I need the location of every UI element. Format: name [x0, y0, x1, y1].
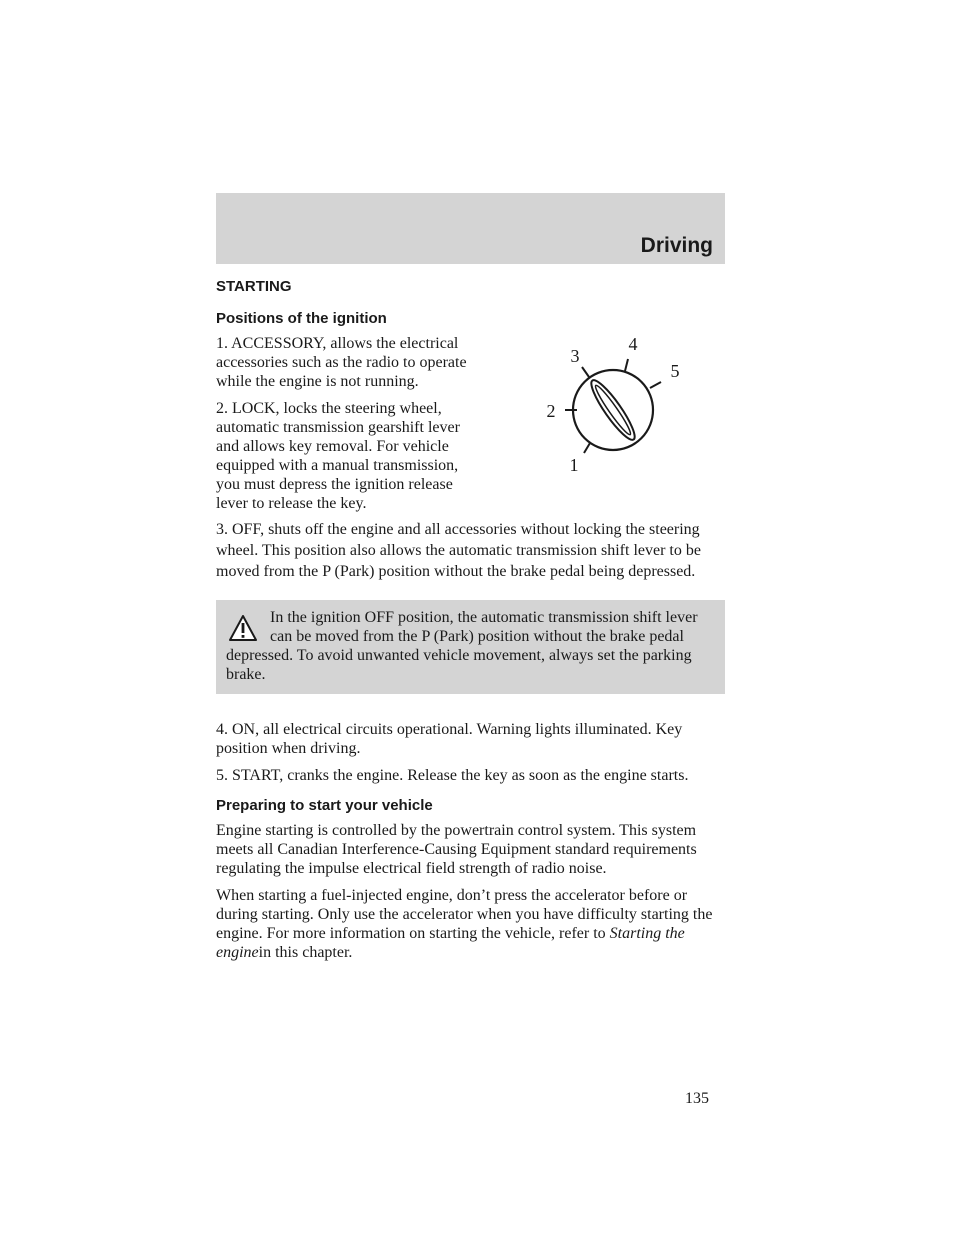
preparing-paragraph-1: Engine starting is controlled by the powertrain control system. This system meets all Canadian Interference-Causing Equipment standard requirements regulating the impulse electrical field strength of radio noise.: [216, 822, 697, 877]
label-position-1: 1: [569, 455, 579, 475]
label-position-3: 3: [570, 346, 580, 366]
tick-position-5: [650, 382, 661, 388]
header-band: [216, 193, 725, 264]
section-title: Driving: [640, 234, 713, 257]
preparing-heading: Preparing to start your vehicle: [216, 797, 433, 814]
preparing-paragraph-2: [216, 886, 725, 962]
label-position-2: 2: [546, 401, 556, 421]
tick-position-3: [582, 367, 589, 377]
preparing-paragraph-2-text: When starting a fuel-injected engine, don’t press the accelerator before or during starting. Only use the accelerator when you have difficulty starting the engine. For more information on starting the vehicle, refer to: [216, 887, 713, 942]
main-heading: STARTING: [216, 278, 292, 295]
page-number: 135: [685, 1090, 709, 1107]
tick-position-4: [625, 359, 628, 371]
position-5-text: 5. START, cranks the engine. Release the key as soon as the engine starts.: [216, 767, 689, 784]
position-2-text: 2. LOCK, locks the steering wheel, automatic transmission gearshift lever and allows key removal. For vehicle equipped with a manual transmission, you must depress the ignition release lever to release the key.: [216, 400, 460, 512]
label-position-4: 4: [628, 334, 638, 354]
ignition-heading: Positions of the ignition: [216, 310, 387, 327]
warning-triangle-icon: [228, 614, 258, 642]
starting-the-engine-reference: Starting the engine: [216, 925, 685, 961]
position-4-text: 4. ON, all electrical circuits operational. Warning lights illuminated. Key position when driving.: [216, 721, 683, 757]
preparing-paragraph-2-end: in this chapter.: [258, 944, 353, 961]
position-3-text: 3. OFF, shuts off the engine and all accessories without locking the steering wheel. This position also allows the automatic transmission shift lever to be moved from the P (Park) position without the brake pedal being depressed.: [216, 521, 701, 580]
page-content: [216, 278, 725, 970]
tick-position-1: [584, 443, 590, 453]
ignition-diagram: [495, 310, 725, 510]
warning-box: [216, 600, 725, 694]
position-1-text: 1. ACCESSORY, allows the electrical accessories such as the radio to operate while the engine is not running.: [216, 335, 467, 390]
label-position-5: 5: [670, 361, 680, 381]
warning-text: In the ignition OFF position, the automatic transmission shift lever can be moved from the P (Park) position without the brake pedal depressed. To avoid unwanted vehicle movement, always set the parking brake.: [226, 609, 698, 683]
